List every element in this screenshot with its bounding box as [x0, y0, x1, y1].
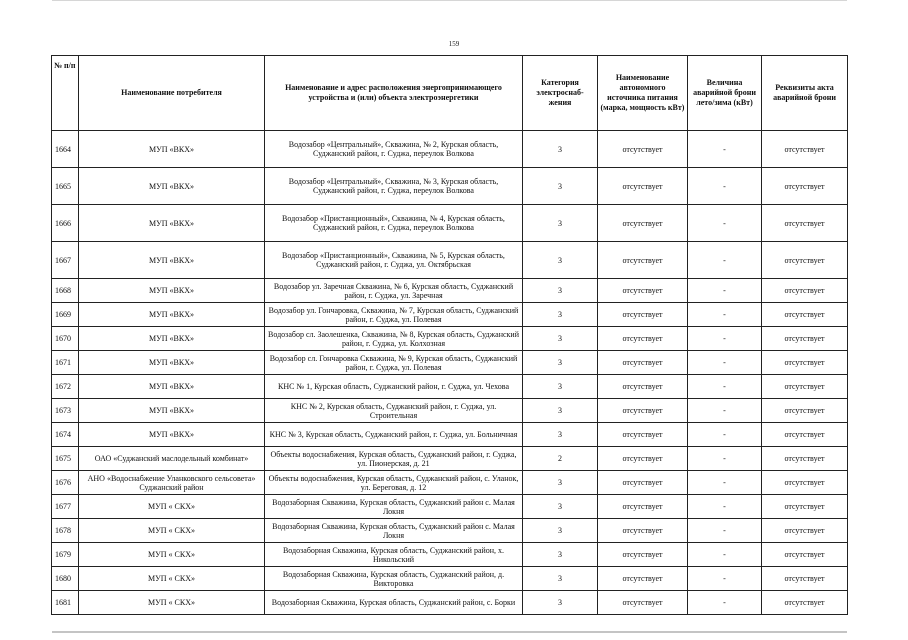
- consumers-table: [51, 55, 848, 615]
- row-reserve: -: [688, 519, 762, 543]
- row-num: 1672: [52, 375, 79, 399]
- row-reserve: -: [688, 351, 762, 375]
- row-consumer: МУП «ВКХ»: [79, 242, 265, 279]
- row-reserve: -: [688, 375, 762, 399]
- row-reserve: -: [688, 327, 762, 351]
- row-num: 1667: [52, 242, 79, 279]
- row-consumer: МУП « СКХ»: [79, 543, 265, 567]
- row-source: отсутствует: [598, 471, 688, 495]
- table-row: [52, 543, 848, 567]
- row-address: Водозабор «Центральный», Скважина, № 2, Курская область, Суджанский район, г. Суджа, переулок Волкова: [265, 131, 523, 168]
- header-source: Наименование автономного источника питания (марка, мощность кВт): [598, 56, 688, 131]
- row-act: отсутствует: [762, 399, 848, 423]
- row-category: 3: [523, 495, 598, 519]
- row-consumer: МУП « СКХ»: [79, 495, 265, 519]
- row-source: отсутствует: [598, 327, 688, 351]
- table-row: [52, 242, 848, 279]
- row-consumer: МУП « СКХ»: [79, 567, 265, 591]
- row-source: отсутствует: [598, 519, 688, 543]
- table-body: [52, 131, 848, 615]
- row-act: отсутствует: [762, 242, 848, 279]
- row-address: КНС № 1, Курская область, Суджанский район, г. Суджа, ул. Чехова: [265, 375, 523, 399]
- row-consumer: МУП «ВКХ»: [79, 279, 265, 303]
- row-num: 1681: [52, 591, 79, 615]
- row-reserve: -: [688, 279, 762, 303]
- table-row: [52, 471, 848, 495]
- row-source: отсутствует: [598, 543, 688, 567]
- row-reserve: -: [688, 471, 762, 495]
- row-act: отсутствует: [762, 351, 848, 375]
- scan-edge-bottom: [52, 631, 847, 633]
- row-consumer: МУП « СКХ»: [79, 591, 265, 615]
- row-act: отсутствует: [762, 471, 848, 495]
- row-category: 3: [523, 543, 598, 567]
- row-act: отсутствует: [762, 519, 848, 543]
- row-address: Водозабор «Пристанционный», Скважина, № 4, Курская область, Суджанский район, г. Суджа, переулок Волкова: [265, 205, 523, 242]
- row-category: 3: [523, 131, 598, 168]
- scan-edge-top: [52, 0, 847, 1]
- header-reserve: Величина аварийной брони лето/зима (кВт): [688, 56, 762, 131]
- row-address: Водозабор сл. Заолешенка, Скважина, № 8, Курская область, Суджанский район, г. Суджа, ул. Колхозная: [265, 327, 523, 351]
- header-num: № п/п: [52, 56, 79, 131]
- row-source: отсутствует: [598, 279, 688, 303]
- page-number: 159: [448, 40, 460, 48]
- table-row: [52, 495, 848, 519]
- row-address: Водозабор сл. Гончаровка Скважина, № 9, Курская область, Суджанский район, г. Суджа, ул. Полевая: [265, 351, 523, 375]
- row-address: Водозабор ул. Заречная Скважина, № 6, Курская область, Суджанский район, г. Суджа, ул. Заречная: [265, 279, 523, 303]
- row-act: отсутствует: [762, 303, 848, 327]
- row-act: отсутствует: [762, 279, 848, 303]
- row-source: отсутствует: [598, 205, 688, 242]
- table-row: [52, 375, 848, 399]
- row-category: 3: [523, 519, 598, 543]
- row-num: 1677: [52, 495, 79, 519]
- row-category: 3: [523, 423, 598, 447]
- table-row: [52, 279, 848, 303]
- row-source: отсутствует: [598, 591, 688, 615]
- row-reserve: -: [688, 168, 762, 205]
- row-source: отсутствует: [598, 303, 688, 327]
- row-source: отсутствует: [598, 567, 688, 591]
- row-category: 3: [523, 168, 598, 205]
- header-act: Реквизиты акта аварийной брони: [762, 56, 848, 131]
- row-source: отсутствует: [598, 131, 688, 168]
- row-source: отсутствует: [598, 495, 688, 519]
- row-category: 3: [523, 327, 598, 351]
- row-act: отсутствует: [762, 327, 848, 351]
- row-category: 3: [523, 242, 598, 279]
- header-address: Наименование и адрес расположения энергопринимающего устройства и (или) объекта электроэнергетики: [265, 56, 523, 131]
- row-num: 1670: [52, 327, 79, 351]
- row-reserve: -: [688, 591, 762, 615]
- row-reserve: -: [688, 131, 762, 168]
- row-act: отсутствует: [762, 543, 848, 567]
- row-num: 1673: [52, 399, 79, 423]
- row-category: 3: [523, 471, 598, 495]
- table-row: [52, 519, 848, 543]
- row-act: отсутствует: [762, 447, 848, 471]
- row-num: 1678: [52, 519, 79, 543]
- row-consumer: МУП «ВКХ»: [79, 327, 265, 351]
- row-consumer: АНО «Водоснабжение Уланковского сельсовета» Суджанский район: [79, 471, 265, 495]
- row-reserve: -: [688, 303, 762, 327]
- row-source: отсутствует: [598, 168, 688, 205]
- row-category: 2: [523, 447, 598, 471]
- row-source: отсутствует: [598, 351, 688, 375]
- row-consumer: МУП « СКХ»: [79, 519, 265, 543]
- row-source: отсутствует: [598, 242, 688, 279]
- table-row: [52, 205, 848, 242]
- row-category: 3: [523, 351, 598, 375]
- table-row: [52, 303, 848, 327]
- row-consumer: МУП «ВКХ»: [79, 399, 265, 423]
- row-reserve: -: [688, 495, 762, 519]
- row-address: Водозабор ул. Гончаровка, Скважина, № 7, Курская область, Суджанский район, г. Суджа, ул. Полевая: [265, 303, 523, 327]
- table-row: [52, 351, 848, 375]
- row-act: отсутствует: [762, 205, 848, 242]
- row-address: Водозабор «Центральный», Скважина, № 3, Курская область, Суджанский район, г. Суджа, переулок Волкова: [265, 168, 523, 205]
- row-act: отсутствует: [762, 375, 848, 399]
- table-row: [52, 131, 848, 168]
- row-address: КНС № 2, Курская область, Суджанский район, г. Суджа, ул. Строительная: [265, 399, 523, 423]
- row-address: Водозаборная Скважина, Курская область, Суджанский район с. Малая Локня: [265, 495, 523, 519]
- row-reserve: -: [688, 242, 762, 279]
- row-category: 3: [523, 279, 598, 303]
- row-act: отсутствует: [762, 591, 848, 615]
- row-address: Водозаборная Скважина, Курская область, Суджанский район, д. Викторовка: [265, 567, 523, 591]
- row-address: Объекты водоснабжения, Курская область, Суджанский район, г. Суджа, ул. Пионерская, д. 21: [265, 447, 523, 471]
- table-row: [52, 327, 848, 351]
- row-num: 1679: [52, 543, 79, 567]
- row-reserve: -: [688, 447, 762, 471]
- row-num: 1666: [52, 205, 79, 242]
- table-header-row: [52, 56, 848, 131]
- row-num: 1680: [52, 567, 79, 591]
- row-num: 1674: [52, 423, 79, 447]
- row-reserve: -: [688, 399, 762, 423]
- row-consumer: МУП «ВКХ»: [79, 168, 265, 205]
- row-source: отсутствует: [598, 375, 688, 399]
- row-address: Водозабор «Пристанционный», Скважина, № 5, Курская область, Суджанский район, г. Суджа, ул. Октябрьская: [265, 242, 523, 279]
- row-reserve: -: [688, 543, 762, 567]
- table-row: [52, 168, 848, 205]
- row-act: отсутствует: [762, 131, 848, 168]
- row-act: отсутствует: [762, 495, 848, 519]
- row-source: отсутствует: [598, 447, 688, 471]
- table-row: [52, 423, 848, 447]
- row-category: 3: [523, 375, 598, 399]
- row-source: отсутствует: [598, 399, 688, 423]
- row-consumer: ОАО «Суджанский маслодельный комбинат»: [79, 447, 265, 471]
- row-consumer: МУП «ВКХ»: [79, 375, 265, 399]
- row-consumer: МУП «ВКХ»: [79, 131, 265, 168]
- row-act: отсутствует: [762, 168, 848, 205]
- row-consumer: МУП «ВКХ»: [79, 303, 265, 327]
- row-num: 1676: [52, 471, 79, 495]
- row-address: Водозаборная Скважина, Курская область, Суджанский район, с. Борки: [265, 591, 523, 615]
- row-category: 3: [523, 399, 598, 423]
- row-address: Водозаборная Скважина, Курская область, Суджанский район с. Малая Локня: [265, 519, 523, 543]
- row-num: 1668: [52, 279, 79, 303]
- row-address: КНС № 3, Курская область, Суджанский район, г. Суджа, ул. Больничная: [265, 423, 523, 447]
- table-row: [52, 591, 848, 615]
- row-num: 1669: [52, 303, 79, 327]
- row-reserve: -: [688, 205, 762, 242]
- table-row: [52, 567, 848, 591]
- row-num: 1675: [52, 447, 79, 471]
- row-source: отсутствует: [598, 423, 688, 447]
- header-category: Категория электроснаб-жения: [523, 56, 598, 131]
- row-consumer: МУП «ВКХ»: [79, 423, 265, 447]
- row-address: Объекты водоснабжения, Курская область, Суджанский район, с. Уланок, ул. Береговая, д. 12: [265, 471, 523, 495]
- row-category: 3: [523, 303, 598, 327]
- table-row: [52, 399, 848, 423]
- row-category: 3: [523, 567, 598, 591]
- row-num: 1664: [52, 131, 79, 168]
- row-category: 3: [523, 591, 598, 615]
- row-reserve: -: [688, 567, 762, 591]
- row-num: 1665: [52, 168, 79, 205]
- row-category: 3: [523, 205, 598, 242]
- row-act: отсутствует: [762, 567, 848, 591]
- row-num: 1671: [52, 351, 79, 375]
- row-consumer: МУП «ВКХ»: [79, 351, 265, 375]
- row-address: Водозаборная Скважина, Курская область, Суджанский район, х. Никольский: [265, 543, 523, 567]
- table-row: [52, 447, 848, 471]
- header-consumer: Наименование потребителя: [79, 56, 265, 131]
- row-act: отсутствует: [762, 423, 848, 447]
- row-consumer: МУП «ВКХ»: [79, 205, 265, 242]
- row-reserve: -: [688, 423, 762, 447]
